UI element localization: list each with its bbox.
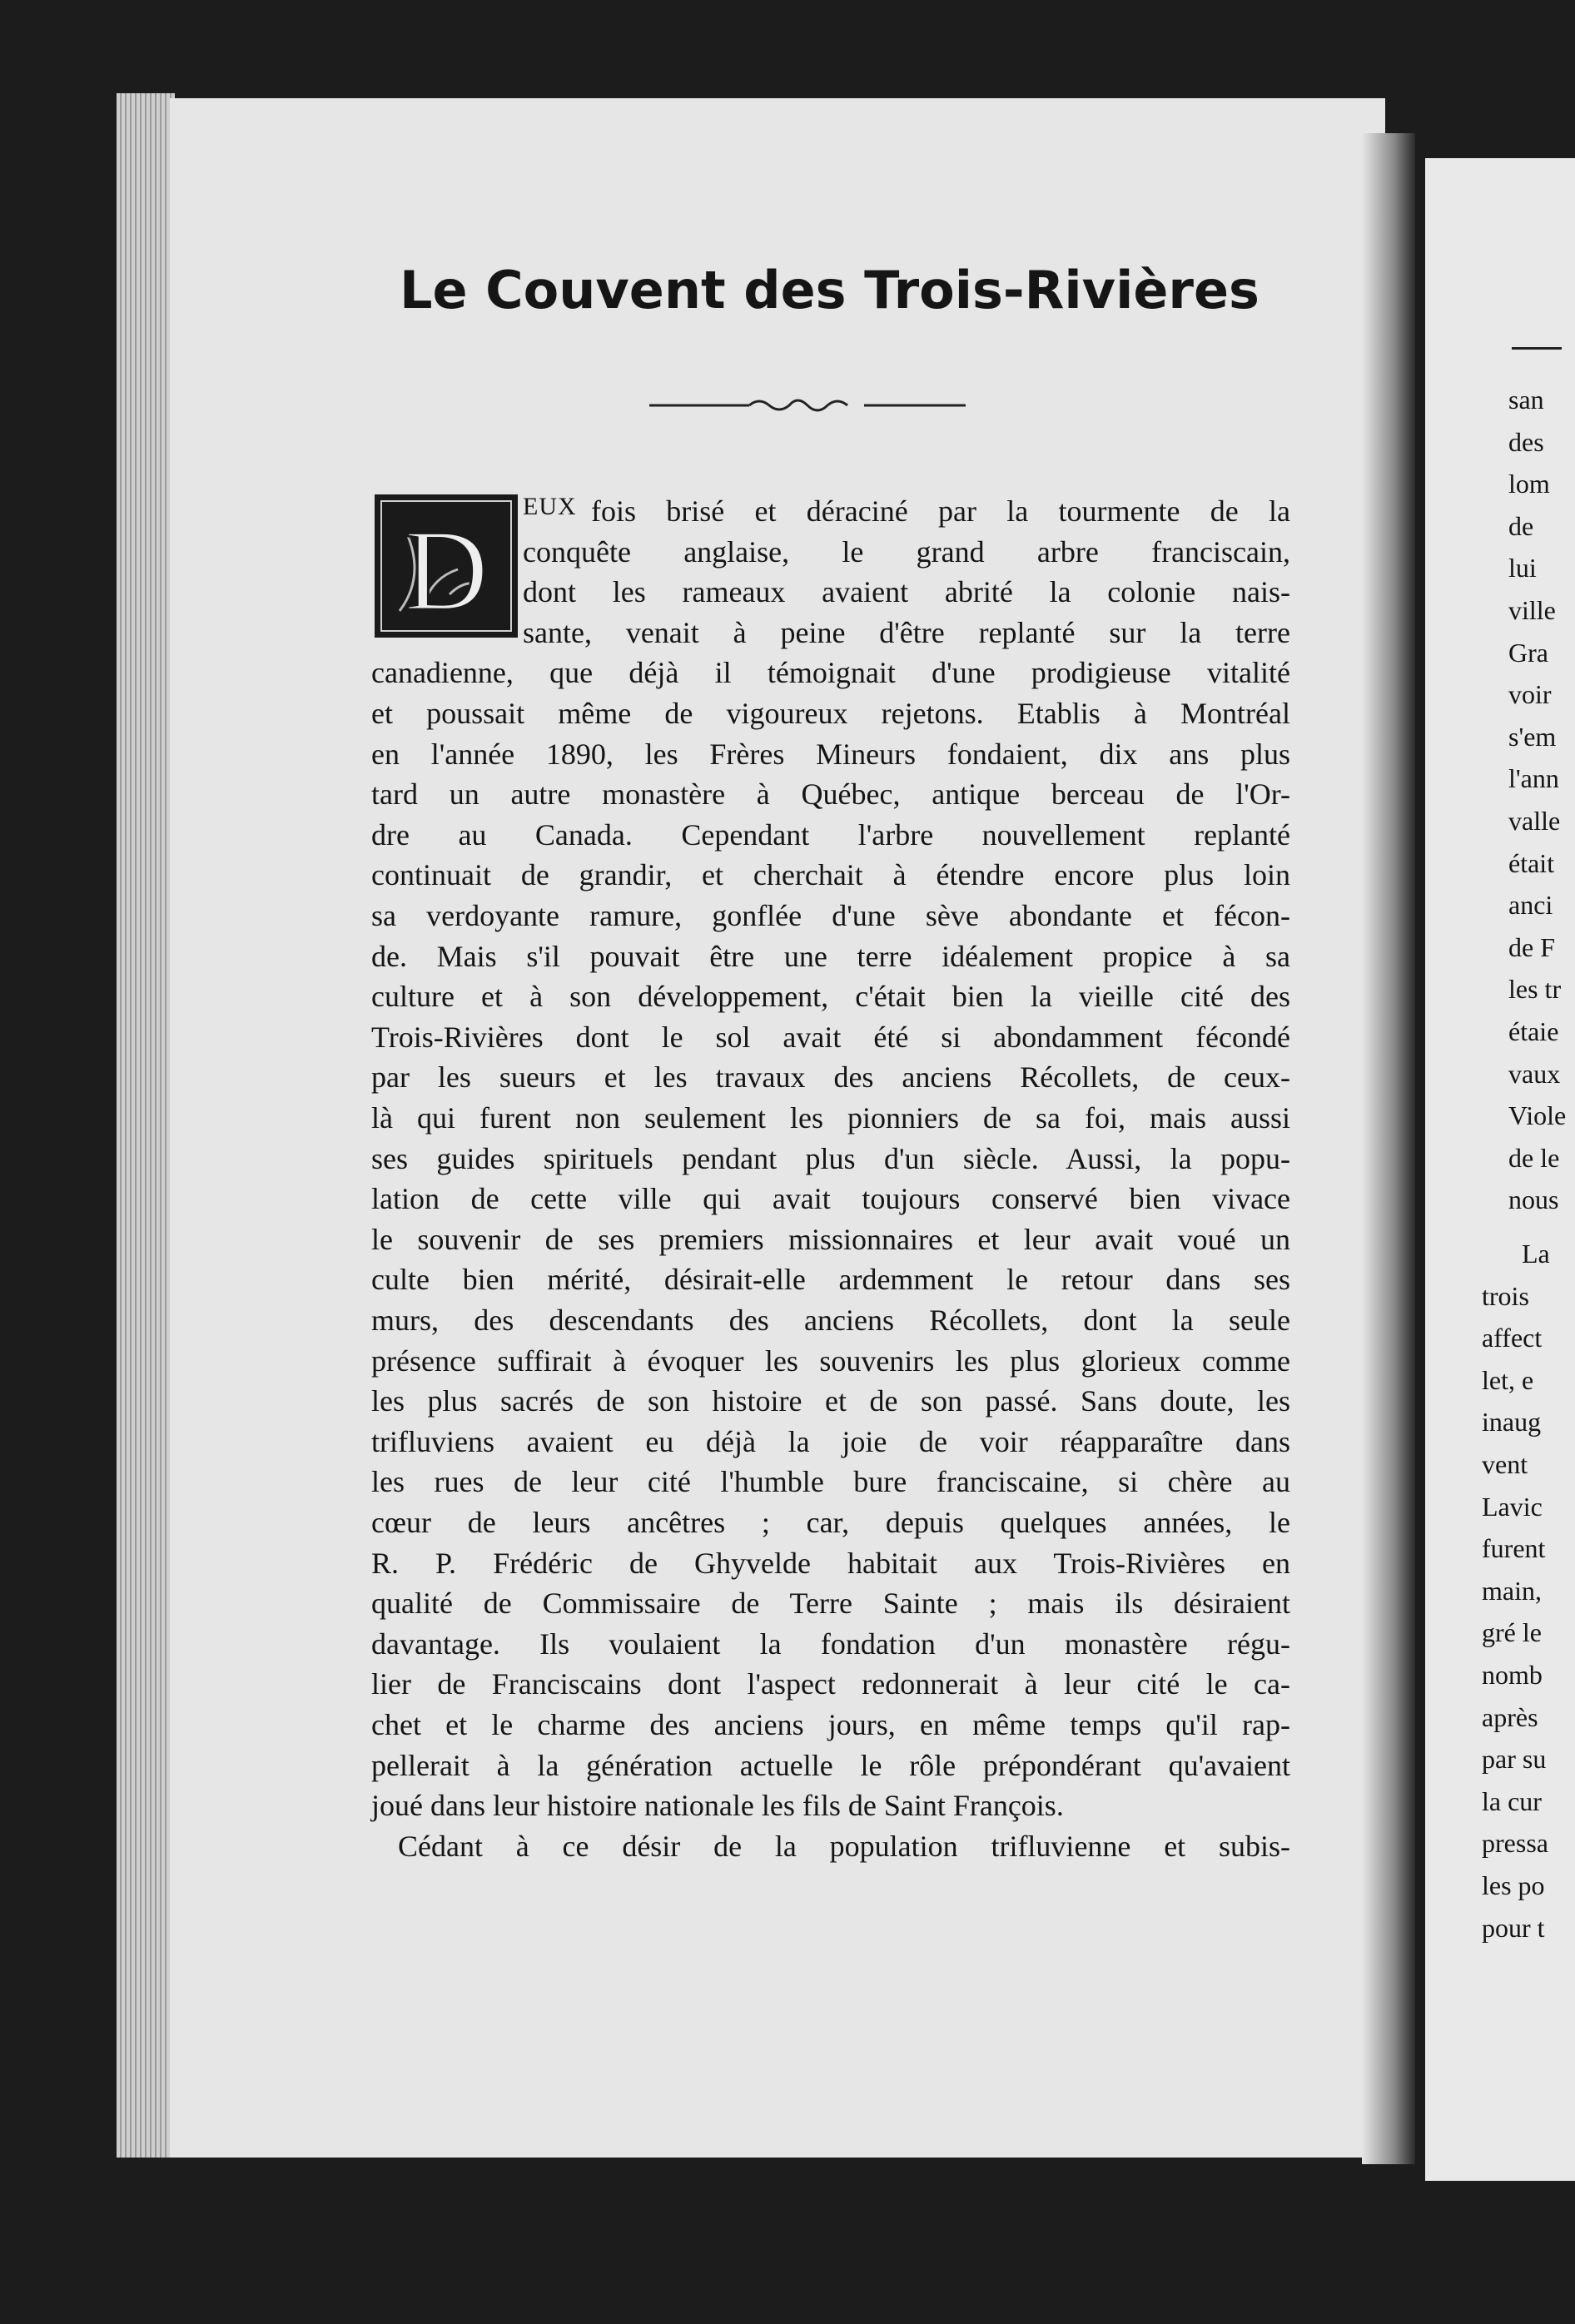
text-line: joué dans leur histoire nationale les fils de Saint François. xyxy=(371,1789,1064,1822)
facing-page-fragment: gré le xyxy=(1482,1617,1542,1647)
text-line: sa verdoyante ramure, gonflée d'une sève abondante et fécon- xyxy=(371,899,1290,932)
page-edge-stack xyxy=(117,93,175,2158)
facing-page-fragment: après xyxy=(1482,1702,1538,1732)
facing-page-fragment: main, xyxy=(1482,1576,1542,1606)
text-line: Trois-Rivières dont le sol avait été si abondamment fécondé xyxy=(371,1020,1290,1054)
facing-page-fragment: let, e xyxy=(1482,1365,1534,1395)
text-line: le souvenir de ses premiers missionnaires et leur avait voué un xyxy=(371,1223,1290,1256)
lead-word: EUX xyxy=(523,493,577,520)
facing-page-fragment: Viole xyxy=(1508,1100,1567,1130)
facing-page-fragment: La xyxy=(1522,1239,1550,1269)
facing-page-fragment: l'ann xyxy=(1508,763,1559,793)
facing-page-fragment: de le xyxy=(1508,1143,1560,1173)
text-line: dre au Canada. Cependant l'arbre nouvellement replanté xyxy=(371,818,1290,852)
text-line: lier de Franciscains dont l'aspect redonnerait à leur cité le ca- xyxy=(371,1667,1290,1701)
facing-page-fragment: nomb xyxy=(1482,1660,1543,1690)
text-line: en l'année 1890, les Frères Mineurs fondaient, dix ans plus xyxy=(371,737,1290,771)
text-line: conquête anglaise, le grand arbre franciscain, xyxy=(523,535,1290,569)
facing-page-fragment: Lavic xyxy=(1482,1492,1543,1522)
text-line: qualité de Commissaire de Terre Sainte ; mais ils désiraient xyxy=(371,1587,1290,1620)
facing-page-fragment: les tr xyxy=(1508,974,1562,1004)
facing-page-fragment: la cur xyxy=(1482,1786,1542,1816)
facing-page-fragment: des xyxy=(1508,427,1544,457)
facing-page-fragment: Gra xyxy=(1508,638,1548,668)
text-line: canadienne, que déjà il témoignait d'une prodigieuse vitalité xyxy=(371,656,1290,689)
text-line: Cédant à ce désir de la population trifluvienne et subis- xyxy=(398,1830,1290,1863)
page-title: Le Couvent des Trois-Rivières xyxy=(400,260,1260,320)
facing-page-fragment: lom xyxy=(1508,469,1550,499)
facing-page-rule xyxy=(1512,347,1562,350)
facing-page-fragment: ville xyxy=(1508,595,1556,625)
text-line: davantage. Ils voulaient la fondation d'un monastère régu- xyxy=(371,1627,1290,1661)
facing-page-fragment: furent xyxy=(1482,1533,1546,1563)
facing-page-fragment: voir xyxy=(1508,679,1552,709)
text-line: trifluviens avaient eu déjà la joie de voir réapparaître dans xyxy=(371,1425,1290,1458)
facing-page-fragment: valle xyxy=(1508,806,1561,836)
text-line: R. P. Frédéric de Ghyvelde habitait aux Trois-Rivières en xyxy=(371,1547,1290,1580)
ornamental-dropcap xyxy=(375,494,518,638)
facing-page-fragment: de xyxy=(1508,511,1534,541)
facing-page-fragment: anci xyxy=(1508,890,1553,920)
text-line: les plus sacrés de son histoire et de son passé. Sans doute, les xyxy=(371,1384,1290,1418)
facing-page-fragment: les po xyxy=(1482,1870,1545,1900)
facing-page-fragment: de F xyxy=(1508,932,1555,962)
text-line: là qui furent non seulement les pionniers de sa foi, mais aussi xyxy=(371,1101,1290,1135)
book-gutter xyxy=(1362,133,1415,2164)
text-line: continuait de grandir, et cherchait à étendre encore plus loin xyxy=(371,858,1290,891)
facing-page-fragment: s'em xyxy=(1508,722,1557,752)
facing-page-fragment: par su xyxy=(1482,1744,1547,1774)
text-line: de. Mais s'il pouvait être une terre idéalement propice à sa xyxy=(371,940,1290,973)
facing-page-fragment: san xyxy=(1508,385,1544,415)
text-line: et poussait même de vigoureux rejetons. Etablis à Montréal xyxy=(371,697,1290,730)
text-line: cœur de leurs ancêtres ; car, depuis quelques années, le xyxy=(371,1506,1290,1539)
text-line: dont les rameaux avaient abrité la colonie nais- xyxy=(523,575,1290,608)
facing-page-fragment: trois xyxy=(1482,1281,1529,1311)
text-line: culture et à son développement, c'était bien la vieille cité des xyxy=(371,980,1290,1013)
facing-page-fragment: inaug xyxy=(1482,1407,1542,1437)
facing-page-fragment: pour t xyxy=(1482,1913,1545,1943)
text-line: par les sueurs et les travaux des anciens Récollets, de ceux- xyxy=(371,1060,1290,1094)
text-line: fois brisé et déraciné par la tourmente de la xyxy=(591,494,1290,528)
facing-page-fragment: nous xyxy=(1508,1184,1559,1214)
text-line: chet et le charme des anciens jours, en même temps qu'il rap- xyxy=(371,1708,1290,1741)
text-line: culte bien mérité, désirait-elle ardemment le retour dans ses xyxy=(371,1263,1290,1296)
text-line: sante, venait à peine d'être replanté sur la terre xyxy=(523,616,1290,649)
facing-page-fragment: affect xyxy=(1482,1323,1543,1353)
text-line: tard un autre monastère à Québec, antique berceau de l'Or- xyxy=(371,777,1290,811)
dropcap-letter: D xyxy=(404,506,489,635)
facing-page-fragment: était xyxy=(1508,848,1555,878)
text-line: pellerait à la génération actuelle le rôle prépondérant qu'avaient xyxy=(371,1749,1290,1782)
text-line: les rues de leur cité l'humble bure franciscaine, si chère au xyxy=(371,1465,1290,1498)
text-line: ses guides spirituels pendant plus d'un siècle. Aussi, la popu- xyxy=(371,1142,1290,1175)
text-line: lation de cette ville qui avait toujours conservé bien vivace xyxy=(371,1182,1290,1215)
facing-page-fragment: étaie xyxy=(1508,1016,1559,1046)
facing-page-fragment: vaux xyxy=(1508,1059,1561,1089)
facing-page-fragment: lui xyxy=(1508,553,1537,583)
facing-page-fragment: vent xyxy=(1482,1449,1528,1479)
text-line: présence suffirait à évoquer les souvenirs les plus glorieux comme xyxy=(371,1344,1290,1378)
title-ornament-divider xyxy=(649,393,966,418)
facing-page-fragment: pressa xyxy=(1482,1828,1548,1858)
text-line: murs, des descendants des anciens Récollets, dont la seule xyxy=(371,1304,1290,1337)
